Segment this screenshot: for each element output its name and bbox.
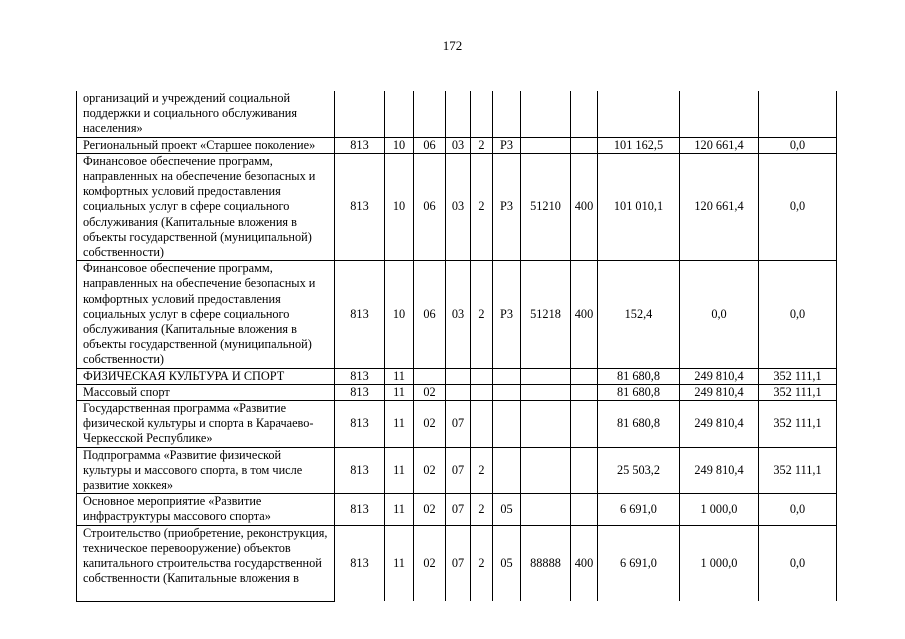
amount-year2: 1 000,0	[680, 494, 759, 525]
expense-type-code: 400	[571, 153, 598, 260]
expense-type-code: 400	[571, 525, 598, 601]
amount-year3: 352 111,1	[759, 401, 837, 448]
amount-year3: 352 111,1	[759, 384, 837, 400]
amount-year3: 0,0	[759, 261, 837, 368]
row-name: Финансовое обеспечение программ, направленных на обеспечение безопасных и комфортных условий предоставления социальных услуг в сфере социального обслуживания (Капитальные вложения в объекты государственной (муниципальной) собственности)	[77, 261, 335, 368]
measure-code	[493, 447, 521, 494]
subprogram-code	[471, 384, 493, 400]
subsection-code	[414, 368, 446, 384]
expense-type-code	[571, 447, 598, 494]
amount-year1: 152,4	[598, 261, 680, 368]
section-code: 11	[385, 447, 414, 494]
subsection-code: 02	[414, 447, 446, 494]
ministry-code: 813	[335, 153, 385, 260]
ministry-code: 813	[335, 137, 385, 153]
amount-year1	[598, 91, 680, 137]
direction-code	[521, 384, 571, 400]
amount-year2: 120 661,4	[680, 153, 759, 260]
section-code: 10	[385, 261, 414, 368]
table-row	[77, 447, 837, 494]
subprogram-code: 2	[471, 153, 493, 260]
amount-year2: 249 810,4	[680, 447, 759, 494]
measure-code: P3	[493, 137, 521, 153]
page-number: 172	[442, 38, 463, 53]
measure-code	[493, 401, 521, 448]
subprogram-code: 2	[471, 261, 493, 368]
ministry-code: 813	[335, 368, 385, 384]
table-row	[77, 401, 837, 448]
amount-year2: 120 661,4	[680, 137, 759, 153]
subprogram-code: 2	[471, 525, 493, 601]
row-name: Государственная программа «Развитие физической культуры и спорта в Карачаево-Черкесской Республике»	[77, 401, 335, 448]
ministry-code: 813	[335, 401, 385, 448]
ministry-code: 813	[335, 494, 385, 525]
subsection-code: 06	[414, 137, 446, 153]
amount-year2: 249 810,4	[680, 384, 759, 400]
row-name: Строительство (приобретение, реконструкция, техническое перевооружение) объектов капитального строительства государственной собственности (Капитальные вложения в	[77, 525, 335, 601]
measure-code: P3	[493, 153, 521, 260]
table-row	[77, 384, 837, 400]
table-row	[77, 153, 837, 260]
amount-year2: 249 810,4	[680, 368, 759, 384]
amount-year3: 0,0	[759, 494, 837, 525]
ministry-code: 813	[335, 525, 385, 601]
table-row	[77, 91, 837, 137]
program-code: 07	[446, 447, 471, 494]
program-code: 07	[446, 401, 471, 448]
measure-code	[493, 384, 521, 400]
direction-code	[521, 91, 571, 137]
amount-year3: 352 111,1	[759, 368, 837, 384]
amount-year2: 1 000,0	[680, 525, 759, 601]
measure-code: 05	[493, 525, 521, 601]
direction-code	[521, 447, 571, 494]
subsection-code: 06	[414, 153, 446, 260]
amount-year1: 101 162,5	[598, 137, 680, 153]
subsection-code: 02	[414, 401, 446, 448]
expense-type-code	[571, 137, 598, 153]
section-code: 11	[385, 494, 414, 525]
amount-year1: 81 680,8	[598, 368, 680, 384]
section-code: 10	[385, 153, 414, 260]
amount-year1: 6 691,0	[598, 494, 680, 525]
table-row	[77, 525, 837, 601]
direction-code: 51210	[521, 153, 571, 260]
amount-year1: 25 503,2	[598, 447, 680, 494]
section-code: 11	[385, 384, 414, 400]
amount-year2: 249 810,4	[680, 401, 759, 448]
ministry-code: 813	[335, 384, 385, 400]
amount-year3: 352 111,1	[759, 447, 837, 494]
subprogram-code	[471, 91, 493, 137]
row-name: Подпрограмма «Развитие физической культуры и массового спорта, в том числе развитие хоккея»	[77, 447, 335, 494]
amount-year3: 0,0	[759, 525, 837, 601]
table-row	[77, 261, 837, 368]
direction-code	[521, 137, 571, 153]
program-code: 03	[446, 137, 471, 153]
subsection-code: 02	[414, 384, 446, 400]
subprogram-code: 2	[471, 447, 493, 494]
amount-year1: 101 010,1	[598, 153, 680, 260]
amount-year2: 0,0	[680, 261, 759, 368]
subprogram-code: 2	[471, 494, 493, 525]
table-row	[77, 368, 837, 384]
section-code: 11	[385, 525, 414, 601]
expense-type-code	[571, 384, 598, 400]
program-code: 03	[446, 153, 471, 260]
program-code	[446, 91, 471, 137]
subprogram-code	[471, 401, 493, 448]
program-code	[446, 384, 471, 400]
amount-year3: 0,0	[759, 153, 837, 260]
subsection-code	[414, 91, 446, 137]
measure-code	[493, 368, 521, 384]
direction-code	[521, 494, 571, 525]
program-code: 07	[446, 494, 471, 525]
subsection-code: 02	[414, 494, 446, 525]
row-name: Региональный проект «Старшее поколение»	[77, 137, 335, 153]
amount-year2	[680, 91, 759, 137]
row-name: организаций и учреждений социальной поддержки и социального обслуживания населения»	[77, 91, 335, 137]
ministry-code: 813	[335, 447, 385, 494]
section-code: 11	[385, 401, 414, 448]
subprogram-code	[471, 368, 493, 384]
direction-code: 51218	[521, 261, 571, 368]
ministry-code	[335, 91, 385, 137]
section-code: 11	[385, 368, 414, 384]
section-code	[385, 91, 414, 137]
amount-year3	[759, 91, 837, 137]
program-code: 03	[446, 261, 471, 368]
row-name: Основное мероприятие «Развитие инфраструктуры массового спорта»	[77, 494, 335, 525]
measure-code: 05	[493, 494, 521, 525]
program-code	[446, 368, 471, 384]
direction-code	[521, 401, 571, 448]
subsection-code: 02	[414, 525, 446, 601]
expense-type-code	[571, 401, 598, 448]
budget-table	[76, 91, 837, 602]
direction-code	[521, 368, 571, 384]
direction-code: 88888	[521, 525, 571, 601]
section-code: 10	[385, 137, 414, 153]
table-row	[77, 494, 837, 525]
measure-code: P3	[493, 261, 521, 368]
amount-year1: 6 691,0	[598, 525, 680, 601]
subprogram-code: 2	[471, 137, 493, 153]
expense-type-code	[571, 494, 598, 525]
expense-type-code	[571, 91, 598, 137]
amount-year1: 81 680,8	[598, 384, 680, 400]
ministry-code: 813	[335, 261, 385, 368]
amount-year3: 0,0	[759, 137, 837, 153]
subsection-code: 06	[414, 261, 446, 368]
table-row	[77, 137, 837, 153]
program-code: 07	[446, 525, 471, 601]
amount-year1: 81 680,8	[598, 401, 680, 448]
row-name: Финансовое обеспечение программ, направленных на обеспечение безопасных и комфортных условий предоставления социальных услуг в сфере социального обслуживания (Капитальные вложения в объекты государственной (муниципальной) собственности)	[77, 153, 335, 260]
row-name: ФИЗИЧЕСКАЯ КУЛЬТУРА И СПОРТ	[77, 368, 335, 384]
expense-type-code: 400	[571, 261, 598, 368]
row-name: Массовый спорт	[77, 384, 335, 400]
expense-type-code	[571, 368, 598, 384]
measure-code	[493, 91, 521, 137]
budget-table-body	[77, 91, 837, 601]
